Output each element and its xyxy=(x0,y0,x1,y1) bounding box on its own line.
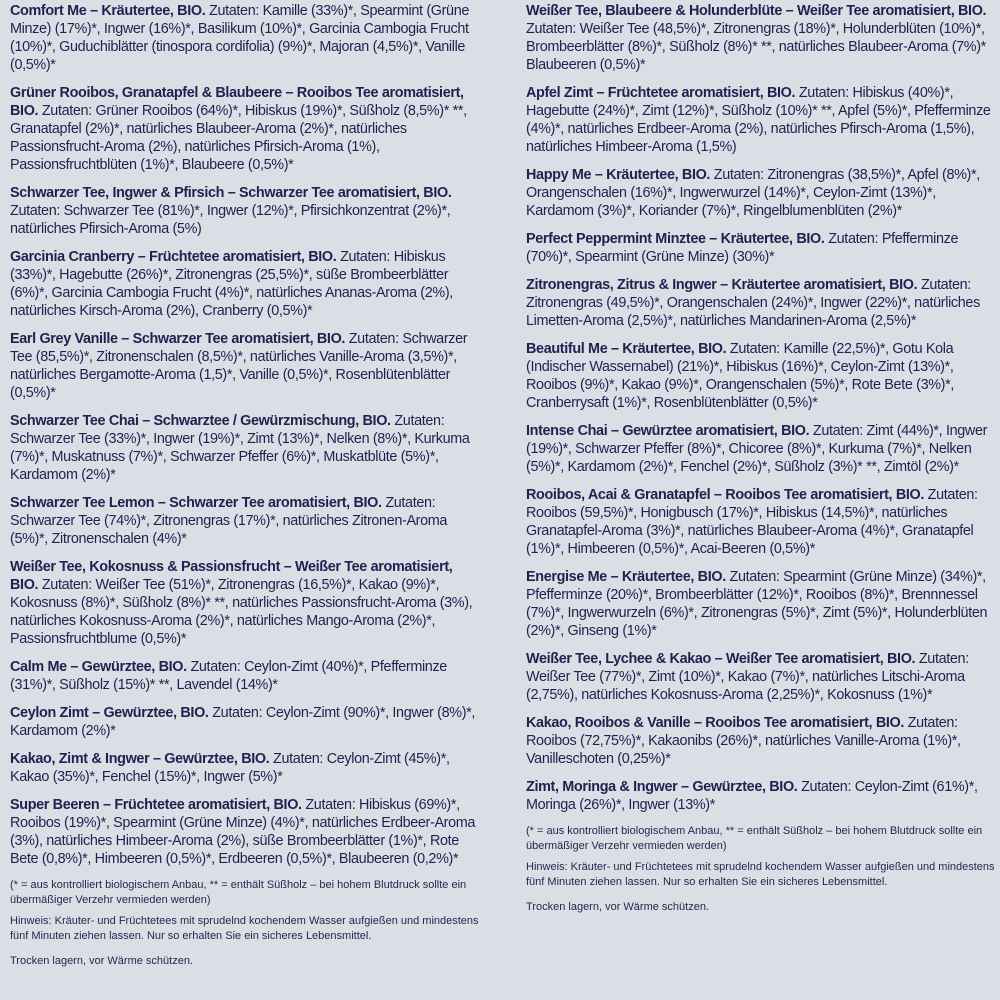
tea-ingredients: Zutaten: Weißer Tee (51%)*, Zitronengras (16,5%)*, Kakao (9%)*, Kokosnuss (8%)*, Süßholz (8%)* **, natürliches Passionsfrucht-Aroma (3%), natürliches Kokosnuss-Aroma (2%)*, natürliches Mango-Aroma (2%)*, Passionsfruchtblume (0,5%)* xyxy=(10,577,473,647)
tea-entry xyxy=(10,330,484,402)
tea-name: Kakao, Zimt & Ingwer – Gewürztee, BIO. xyxy=(10,751,270,767)
tea-entry xyxy=(526,650,996,704)
tea-entry xyxy=(10,248,484,320)
tea-entry xyxy=(10,494,484,548)
tea-name: Zitronengras, Zitrus & Ingwer – Kräutertee aromatisiert, BIO. xyxy=(526,277,918,293)
tea-entry xyxy=(526,568,996,640)
tea-entry xyxy=(526,778,996,814)
tea-ingredients: Zutaten: Ceylon-Zimt (45%)*, Kakao (35%)*, Fenchel (15%)*, Ingwer (5%)* xyxy=(10,751,450,785)
tea-ingredients: Zutaten: Spearmint (Grüne Minze) (34%)*, Pfefferminze (20%)*, Brombeerblätter (12%)*, Rooibos (8%)*, Brennnessel (7%)*, Ingwerwurzeln (6%)*, Zitronengras (5%)*, Zimt (5%)*, Holunderblüten (2%)*, Ginseng (1%)* xyxy=(526,569,988,639)
tea-entry xyxy=(10,412,484,484)
tea-name: Calm Me – Gewürztee, BIO. xyxy=(10,659,187,675)
tea-entry xyxy=(10,558,484,648)
tea-name: Comfort Me – Kräutertee, BIO. xyxy=(10,3,206,19)
tea-name: Happy Me – Kräutertee, BIO. xyxy=(526,167,711,183)
tea-name: Intense Chai – Gewürztee aromatisiert, BIO. xyxy=(526,423,810,439)
tea-entry xyxy=(10,84,484,174)
tea-entry xyxy=(526,340,996,412)
tea-name: Super Beeren – Früchtetee aromatisiert, BIO. xyxy=(10,797,302,813)
tea-name: Earl Grey Vanille – Schwarzer Tee aromatisiert, BIO. xyxy=(10,331,346,347)
tea-entry xyxy=(526,714,996,768)
footnote: (* = aus kontrolliert biologischem Anbau, ** = enthält Süßholz – bei hohem Blutdruck sollte ein übermäßiger Verzehr vermieden werden) xyxy=(526,825,983,852)
tea-name: Perfect Peppermint Minztee – Kräutertee, BIO. xyxy=(526,231,825,247)
left-column xyxy=(10,1,484,975)
tea-entry xyxy=(526,276,996,330)
footnote: (* = aus kontrolliert biologischem Anbau, ** = enthält Süßholz – bei hohem Blutdruck sollte ein übermäßiger Verzehr vermieden werden) xyxy=(10,879,467,906)
tea-name: Energise Me – Kräutertee, BIO. xyxy=(526,569,726,585)
storage-note: Trocken lagern, vor Wärme schützen. xyxy=(10,955,193,967)
tea-entry xyxy=(526,422,996,476)
tea-name: Garcinia Cranberry – Früchtetee aromatisiert, BIO. xyxy=(10,249,337,265)
tea-ingredients: Zutaten: Schwarzer Tee (74%)*, Zitronengras (17%)*, natürliches Zitronen-Aroma (5%)*, Zitronenschalen (4%)* xyxy=(10,495,448,547)
tea-entry xyxy=(10,658,484,694)
tea-ingredients: Zutaten: Rooibos (72,75%)*, Kakaonibs (26%)*, natürliches Vanille-Aroma (1%)*, Vanilleschoten (0,25%)* xyxy=(526,715,961,767)
tea-ingredients: Zutaten: Schwarzer Tee (81%)*, Ingwer (12%)*, Pfirsichkonzentrat (2%)*, natürliches Pfirsich-Aroma (5%) xyxy=(10,203,451,237)
tea-ingredients: Zutaten: Weißer Tee (48,5%)*, Zitronengras (18%)*, Holunderblüten (10%)*, Brombeerblätter (8%)*, Süßholz (8%)* **, natürliches Blaubeer-Aroma (7%)* Blaubeeren (0,5%)* xyxy=(526,21,986,73)
tea-name: Rooibos, Acai & Granatapfel – Rooibos Tee aromatisiert, BIO. xyxy=(526,487,925,503)
preparation-hint: Hinweis: Kräuter- und Früchtetees mit sprudelnd kochendem Wasser aufgießen und mindestens fünf Minuten ziehen lassen. Nur so erhalten Sie ein sicheres Lebensmittel. xyxy=(526,861,995,888)
tea-ingredients: Zutaten: Hibiskus (69%)*, Rooibos (19%)*, Spearmint (Grüne Minze) (4%)*, natürliches Erdbeer-Aroma (3%), natürliches Himbeer-Aroma (2%), süße Brombeerblätter (1%)*, Rote Bete (0,8%)*, Himbeeren (0,5%)*, Erdbeeren (0,5%)*, Blaubeeren (0,2%)* xyxy=(10,797,476,867)
tea-name: Weißer Tee, Blaubeere & Holunderblüte – Weißer Tee aromatisiert, BIO. xyxy=(526,3,987,19)
tea-ingredients: Zutaten: Schwarzer Tee (85,5%)*, Zitronenschalen (8,5%)*, natürliches Vanille-Aroma (3,5%)*, natürliches Bergamotte-Aroma (1,5)*, Vanille (0,5%)*, Rosenblütenblätter (0,5%)* xyxy=(10,331,468,401)
right-column xyxy=(526,1,996,921)
tea-name: Beautiful Me – Kräutertee, BIO. xyxy=(526,341,727,357)
tea-name: Apfel Zimt – Früchtetee aromatisiert, BIO. xyxy=(526,85,796,101)
tea-ingredients: Zutaten: Pfefferminze (70%)*, Spearmint (Grüne Minze) (30%)* xyxy=(526,231,959,265)
tea-ingredients: Zutaten: Zitronengras (49,5%)*, Orangenschalen (24%)*, Ingwer (22%)*, natürliches Limetten-Aroma (2,5%)*, natürliches Mandarinen-Aroma (2,5%)* xyxy=(526,277,980,329)
tea-ingredients: Zutaten: Zitronengras (38,5%)*, Apfel (8%)*, Orangenschalen (16%)*, Ingwerwurzel (14%)*, Ceylon-Zimt (13%)*, Kardamom (3%)*, Koriander (7%)*, Ringelblumenblüten (2%)* xyxy=(526,167,980,219)
tea-ingredients: Zutaten: Ceylon-Zimt (61%)*, Moringa (26%)*, Ingwer (13%)* xyxy=(526,779,978,813)
tea-entry xyxy=(526,486,996,558)
tea-entry xyxy=(10,750,484,786)
tea-ingredients: Zutaten: Schwarzer Tee (33%)*, Ingwer (19%)*, Zimt (13%)*, Nelken (8%)*, Kurkuma (7%)*, Muskatnuss (7%)*, Schwarzer Pfeffer (6%)*, Muskatblüte (5%)*, Kardamom (2%)* xyxy=(10,413,470,483)
tea-ingredients: Zutaten: Ceylon-Zimt (40%)*, Pfefferminze (31%)*, Süßholz (15%)* **, Lavendel (14%)* xyxy=(10,659,447,693)
tea-name: Kakao, Rooibos & Vanille – Rooibos Tee aromatisiert, BIO. xyxy=(526,715,905,731)
tea-ingredients: Zutaten: Ceylon-Zimt (90%)*, Ingwer (8%)*, Kardamom (2%)* xyxy=(10,705,476,739)
tea-entry xyxy=(526,84,996,156)
tea-ingredients: Zutaten: Weißer Tee (77%)*, Zimt (10%)*, Kakao (7%)*, natürliches Litschi-Aroma (2,75%), natürliches Kokosnuss-Aroma (2,25%)*, Kokosnuss (1%)* xyxy=(526,651,969,703)
tea-entry xyxy=(526,2,996,74)
tea-entry xyxy=(526,166,996,220)
tea-name: Schwarzer Tee, Ingwer & Pfirsich – Schwarzer Tee aromatisiert, BIO. xyxy=(10,185,452,201)
storage-note: Trocken lagern, vor Wärme schützen. xyxy=(526,901,709,913)
tea-ingredients: Zutaten: Kamille (33%)*, Spearmint (Grüne Minze) (17%)*, Ingwer (16%)*, Basilikum (10%)*, Garcinia Cambogia Frucht (10%)*, Guduchiblätter (tinospora cordifolia) (9%)*, Majoran (4,5%)*, Vanille (0,5%)* xyxy=(10,3,470,73)
tea-entry xyxy=(10,2,484,74)
preparation-hint: Hinweis: Kräuter- und Früchtetees mit sprudelnd kochendem Wasser aufgießen und mindestens fünf Minuten ziehen lassen. Nur so erhalten Sie ein sicheres Lebensmittel. xyxy=(10,915,479,942)
tea-name: Schwarzer Tee Chai – Schwarztee / Gewürzmischung, BIO. xyxy=(10,413,391,429)
tea-name: Zimt, Moringa & Ingwer – Gewürztee, BIO. xyxy=(526,779,798,795)
tea-ingredients: Zutaten: Kamille (22,5%)*, Gotu Kola (Indischer Wassernabel) (21%)*, Hibiskus (16%)*, Ceylon-Zimt (13%)*, Rooibos (9%)*, Kakao (9%)*, Orangenschalen (5%)*, Rote Bete (3%)*, Cranberrysaft (1%)*, Rosenblütenblätter (0,5%)* xyxy=(526,341,955,411)
tea-entry xyxy=(10,184,484,238)
tea-ingredients: Zutaten: Rooibos (59,5%)*, Honigbusch (17%)*, Hibiskus (14,5%)*, natürliches Granatapfel-Aroma (3%)*, natürliches Blaubeer-Aroma (4%)*, Granatapfel (1%)*, Himbeeren (0,5%)*, Acai-Beeren (0,5%)* xyxy=(526,487,978,557)
tea-name: Ceylon Zimt – Gewürztee, BIO. xyxy=(10,705,209,721)
tea-name: Schwarzer Tee Lemon – Schwarzer Tee aromatisiert, BIO. xyxy=(10,495,382,511)
tea-ingredients: Zutaten: Zimt (44%)*, Ingwer (19%)*, Schwarzer Pfeffer (8%)*, Chicoree (8%)*, Kurkuma (7%)*, Nelken (5%)*, Kardamom (2%)*, Fenchel (2%)*, Süßholz (3%)* **, Zimtöl (2%)* xyxy=(526,423,988,475)
tea-name: Weißer Tee, Kokosnuss & Passionsfrucht – Weißer Tee aromatisiert, BIO. xyxy=(10,559,453,593)
tea-ingredients: Zutaten: Grüner Rooibos (64%)*, Hibiskus (19%)*, Süßholz (8,5%)* **, Granatapfel (2%)*, natürliches Blaubeer-Aroma (2%)*, natürliches Passionsfrucht-Aroma (2%), natürliches Pfirsich-Aroma (1%), Passionsfruchtblüten (1%)*, Blaubeere (0,5%)* xyxy=(10,103,467,173)
tea-ingredients: Zutaten: Hibiskus (40%)*, Hagebutte (24%)*, Zimt (12%)*, Süßholz (10%)* **, Apfel (5%)*, Pfefferminze (4%)*, natürliches Erdbeer-Aroma (2%), natürliches Pfirsch-Aroma (1,5%), natürliches Himbeer-Aroma (1,5%) xyxy=(526,85,991,155)
tea-entry xyxy=(10,704,484,740)
tea-ingredients: Zutaten: Hibiskus (33%)*, Hagebutte (26%)*, Zitronengras (25,5%)*, süße Brombeerblätter (6%)*, Garcinia Cambogia Frucht (4%)*, natürliches Ananas-Aroma (2%), natürliches Kirsch-Aroma (2%), Cranberry (0,5%)* xyxy=(10,249,453,319)
tea-entry xyxy=(10,796,484,868)
tea-name: Weißer Tee, Lychee & Kakao – Weißer Tee aromatisiert, BIO. xyxy=(526,651,916,667)
tea-name: Grüner Rooibos, Granatapfel & Blaubeere – Rooibos Tee aromatisiert, BIO. xyxy=(10,85,464,119)
tea-entry xyxy=(526,230,996,266)
